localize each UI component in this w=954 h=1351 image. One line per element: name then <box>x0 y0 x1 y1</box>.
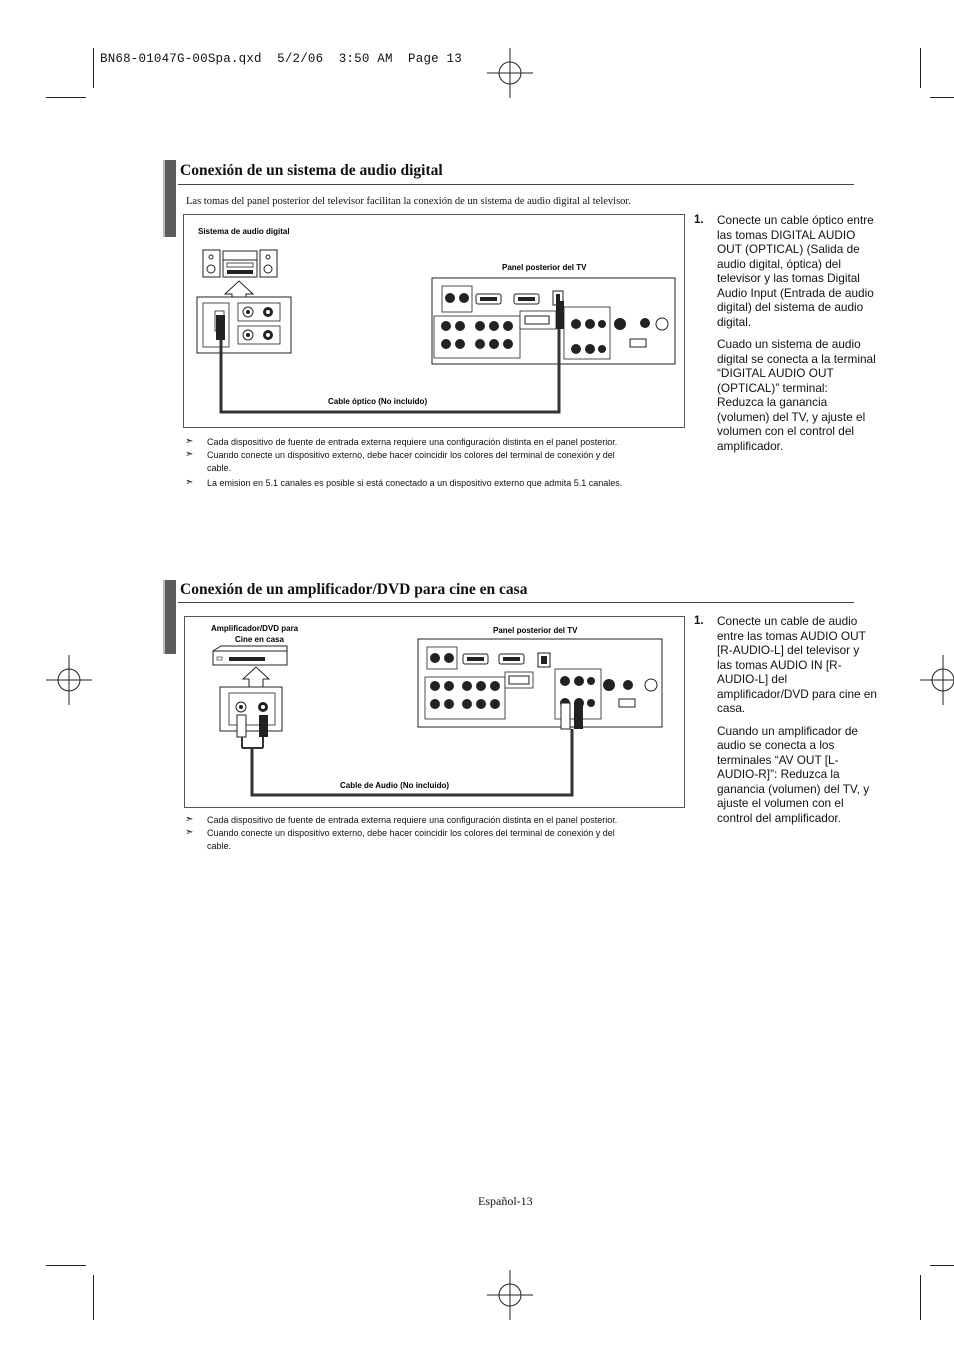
crop-mark <box>46 1265 86 1266</box>
note-arrow-icon: ➣ <box>185 827 194 838</box>
cable-label: Cable de Audio (No incluido) <box>340 781 450 790</box>
note-item: ➣ Cada dispositivo de fuente de entrada externa requiere una configuración distinta en el panel posterior. <box>185 814 618 825</box>
file-slug: BN68-01047G-00Spa.qxd 5/2/06 3:50 AM Page 13 <box>100 52 462 66</box>
device-label: Sistema de audio digital <box>198 227 290 236</box>
note-item: ➣ La emision en 5.1 canales es posible si está conectado a un dispositivo externo que admita 5.1 canales. <box>185 477 623 488</box>
connection-figure <box>184 616 685 808</box>
note-item: ➣ Cuando conecte un dispositivo externo, debe hacer coincidir los colores del terminal de conexión y del cable. <box>185 827 615 851</box>
connection-diagram <box>184 215 684 427</box>
step-paragraph: Conecte un cable óptico entre las tomas DIGITAL AUDIO OUT (OPTICAL) (Salida de audio digital, óptica) del televisor y las tomas Digital Audio Input (Entrada de audio digital) del sistema de audio digital. <box>717 213 874 329</box>
tv-rear-panel <box>432 278 675 364</box>
device-audio-panel <box>197 297 291 353</box>
note-item: ➣ Cada dispositivo de fuente de entrada externa requiere una configuración distinta en el panel posterior. <box>185 436 618 447</box>
crop-mark <box>930 1265 954 1266</box>
device-label: Amplificador/DVD para Cine en casa <box>211 624 299 644</box>
cable-label: Cable óptico (No incluido) <box>328 397 428 406</box>
connection-figure <box>183 214 685 428</box>
section-bar <box>163 580 176 654</box>
section-rule <box>178 184 854 185</box>
registration-mark-left <box>44 655 94 705</box>
registration-mark-bottom <box>485 1270 535 1320</box>
note-item: ➣ Cuando conecte un dispositivo externo, debe hacer coincidir los colores del terminal de conexión y del cable. <box>185 449 615 473</box>
note-arrow-icon: ➣ <box>185 814 194 825</box>
step-number: 1. <box>694 615 704 627</box>
crop-mark <box>920 1275 921 1320</box>
dvd-player-icon <box>213 646 287 665</box>
note-arrow-icon: ➣ <box>185 477 194 488</box>
crop-mark <box>93 48 94 88</box>
page-number: Español-13 <box>478 1194 533 1208</box>
crop-mark <box>920 48 921 88</box>
crop-mark <box>46 97 86 98</box>
connection-diagram <box>185 617 684 807</box>
section-rule <box>178 602 854 603</box>
panel-label: Panel posterior del TV <box>502 263 587 272</box>
note-arrow-icon: ➣ <box>185 436 194 447</box>
notes-list <box>183 436 723 490</box>
registration-mark-right <box>918 655 954 705</box>
section-intro: Las tomas del panel posterior del televisor facilitan la conexión de un sistema de audio digital al televisor. <box>186 196 631 207</box>
notes-list <box>183 814 723 853</box>
section-title: Conexión de un amplificador/DVD para cine en casa <box>180 581 528 598</box>
crop-mark <box>930 97 954 98</box>
section-title: Conexión de un sistema de audio digital <box>180 162 443 179</box>
panel-label: Panel posterior del TV <box>493 626 578 635</box>
device-audio-panel <box>220 687 282 731</box>
step-paragraph: Conecte un cable de audio entre las tomas AUDIO OUT [R-AUDIO-L] del televisor y las tomas AUDIO IN [R-AUDIO-L] del amplificador/DVD para cine en casa. <box>717 614 877 715</box>
audio-cable <box>242 737 263 748</box>
step-number: 1. <box>694 214 704 226</box>
audio-system-icon <box>203 250 277 277</box>
section-bar <box>163 160 176 237</box>
step-paragraph: Cuado un sistema de audio digital se conecta a la terminal “DIGITAL AUDIO OUT (OPTICAL)” terminal: Reduzca la ganancia (volumen) del TV, y ajuste el volumen con el control del amplificador. <box>717 337 876 453</box>
crop-mark <box>93 1275 94 1320</box>
registration-mark-top <box>485 48 535 98</box>
tv-rear-panel <box>418 639 662 727</box>
step-paragraph: Cuando un amplificador de audio se conecta a los terminales “AV OUT [L-AUDIO-R]”: Reduzca la ganancia (volumen) del TV, y ajuste el volumen con el control del amplificador. <box>717 723 870 825</box>
note-arrow-icon: ➣ <box>185 449 194 460</box>
